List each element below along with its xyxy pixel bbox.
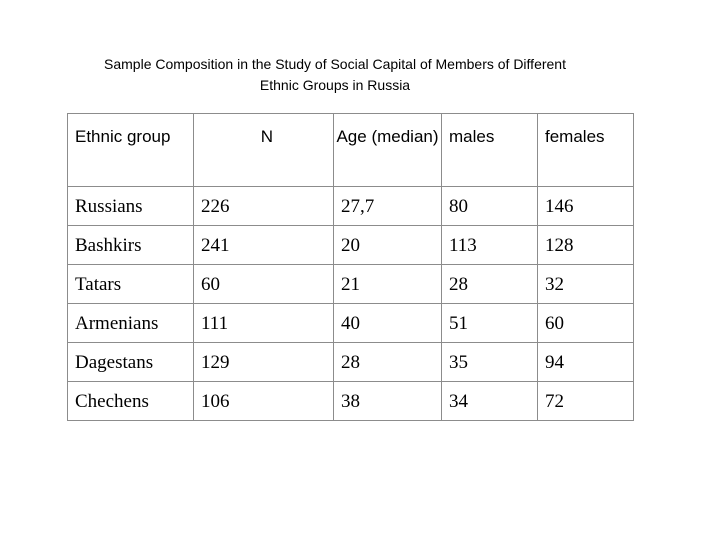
cell-males: 28 — [442, 265, 538, 304]
cell-age: 40 — [334, 304, 442, 343]
title-line-2: Ethnic Groups in Russia — [259, 77, 411, 93]
cell-males: 113 — [442, 226, 538, 265]
cell-age: 38 — [334, 382, 442, 421]
cell-age: 28 — [334, 343, 442, 382]
cell-n: 129 — [194, 343, 334, 382]
cell-group: Tatars — [68, 265, 194, 304]
cell-age: 20 — [334, 226, 442, 265]
header-age-median: Age (median) — [334, 114, 442, 187]
sample-composition-table — [67, 113, 634, 421]
cell-age: 21 — [334, 265, 442, 304]
cell-females: 128 — [538, 226, 634, 265]
cell-n: 226 — [194, 187, 334, 226]
table-row — [68, 187, 634, 226]
table-row — [68, 382, 634, 421]
cell-females: 146 — [538, 187, 634, 226]
slide-title — [30, 54, 640, 96]
cell-females: 32 — [538, 265, 634, 304]
cell-group: Dagestans — [68, 343, 194, 382]
cell-n: 106 — [194, 382, 334, 421]
cell-males: 35 — [442, 343, 538, 382]
cell-group: Chechens — [68, 382, 194, 421]
cell-females: 72 — [538, 382, 634, 421]
cell-n: 60 — [194, 265, 334, 304]
cell-group: Armenians — [68, 304, 194, 343]
cell-age: 27,7 — [334, 187, 442, 226]
table-row — [68, 343, 634, 382]
title-line-1: Sample Composition in the Study of Social Capital of Members of Different — [104, 56, 566, 72]
header-ethnic-group: Ethnic group — [68, 114, 194, 187]
cell-males: 51 — [442, 304, 538, 343]
cell-females: 94 — [538, 343, 634, 382]
cell-group: Bashkirs — [68, 226, 194, 265]
cell-males: 34 — [442, 382, 538, 421]
header-n: N — [194, 114, 334, 187]
table-row — [68, 304, 634, 343]
cell-n: 241 — [194, 226, 334, 265]
cell-n: 111 — [194, 304, 334, 343]
cell-group: Russians — [68, 187, 194, 226]
table-row — [68, 226, 634, 265]
cell-females: 60 — [538, 304, 634, 343]
header-females: females — [538, 114, 634, 187]
header-row — [68, 114, 634, 187]
cell-males: 80 — [442, 187, 538, 226]
table-row — [68, 265, 634, 304]
header-males: males — [442, 114, 538, 187]
